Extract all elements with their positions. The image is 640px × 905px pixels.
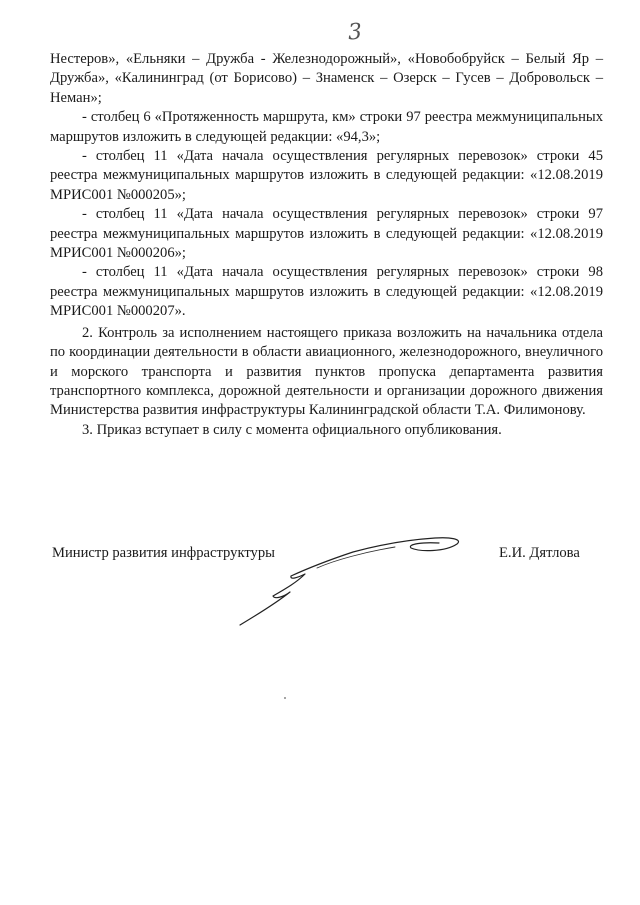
paragraph-route-list-continuation: Нестеров», «Ельняки – Дружба - Железнодорожный», «Новобобруйск – Белый Яр – Дружба», «Калининград (от Борисово) – Знаменск – Озерск – Гусев – Добровольск – Неман»; xyxy=(50,51,603,106)
signatory-name: Е.И. Дятлова xyxy=(499,545,580,561)
document-body xyxy=(50,50,603,440)
paragraph-control-clause: 2. Контроль за исполнением настоящего приказа возложить на начальника отдела по координации деятельности в области авиационного, железнодорожного, внеуличного и морского транспорта и развития пунктов пропуска департамента развития транспортного комплекса, дорожной деятельности и организации дорожного движения Министерства развития инфраструктуры Калининградской области Т.А. Филимонову. xyxy=(50,324,603,419)
paragraph-effective-date: 3. Приказ вступает в силу с момента официального опубликования. xyxy=(82,421,502,438)
speck xyxy=(284,697,286,699)
signatory-title: Министр развития инфраструктуры xyxy=(52,545,275,561)
paragraph-column-11-row-45: - столбец 11 «Дата начала осуществления регулярных перевозок» строки 45 реестра межмуниципальных маршрутов изложить в следующей редакции: «12.08.2019 МРИС001 №000205»; xyxy=(50,148,603,203)
paragraph-column-6-row-97: - столбец 6 «Протяженность маршрута, км» строки 97 реестра межмуниципальных маршрутов изложить в следующей редакции: «94,3»; xyxy=(50,109,603,145)
page-number: 3 xyxy=(347,19,363,46)
handwritten-signature xyxy=(235,530,475,630)
paragraph-column-11-row-97: - столбец 11 «Дата начала осуществления регулярных перевозок» строки 97 реестра межмуниципальных маршрутов изложить в следующей редакции: «12.08.2019 МРИС001 №000206»; xyxy=(50,206,603,262)
paragraph-column-11-row-98: - столбец 11 «Дата начала осуществления регулярных перевозок» строки 98 реестра межмуниципальных маршрутов изложить в следующей редакции: «12.08.2019 МРИС001 №000207». xyxy=(50,264,603,320)
